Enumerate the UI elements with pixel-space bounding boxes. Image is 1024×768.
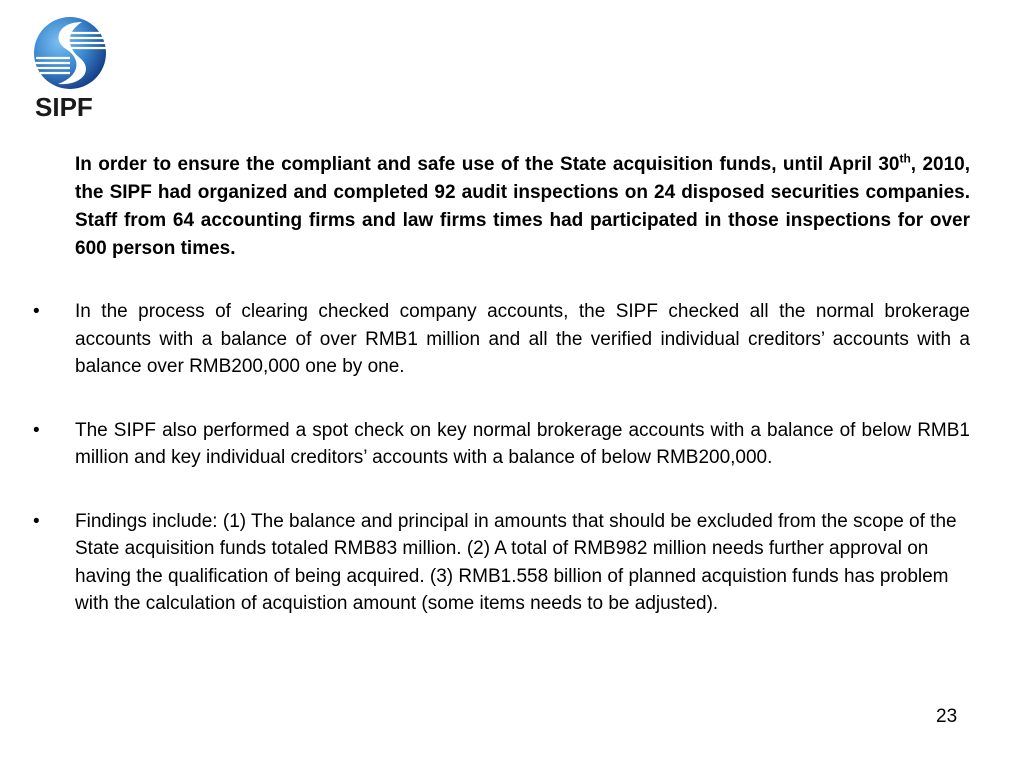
- logo-text: SIPF: [35, 92, 93, 122]
- bullet-icon: •: [33, 510, 40, 532]
- sipf-logo: [30, 16, 112, 120]
- intro-text-part1: In order to ensure the compliant and safe use of the State acquisition funds, until April 30: [75, 154, 900, 175]
- bullet-list: [0, 298, 1024, 654]
- globe-icon: [30, 16, 112, 92]
- intro-paragraph: [75, 151, 970, 263]
- list-item: [0, 298, 970, 381]
- intro-text-part2: , 2010, the SIPF had organized and completed 92 audit inspections on 24 disposed securities companies. Staff from 64 accounting firms and law firms times had participated in those inspections for over 600 person times.: [75, 154, 970, 259]
- list-item: [0, 508, 970, 618]
- bullet-text: Findings include: (1) The balance and principal in amounts that should be excluded from the scope of the State acquisition funds totaled RMB83 million. (2) A total of RMB982 million needs further approval on having the qualification of being acquired. (3) RMB1.558 billion of planned acquistion funds has problem with the calculation of acquistion amount (some items needs to be adjusted).: [75, 510, 957, 614]
- bullet-icon: •: [33, 419, 40, 441]
- bullet-icon: •: [33, 301, 40, 322]
- list-item: [0, 417, 970, 472]
- intro-superscript: th: [899, 151, 911, 166]
- bullet-text: In the process of clearing checked company accounts, the SIPF checked all the normal brokerage accounts with a balance of over RMB1 million and all the verified individual creditors’ accounts with a balance over RMB200,000 one by one.: [75, 301, 970, 377]
- bullet-text: The SIPF also performed a spot check on key normal brokerage accounts with a balance of below RMB1 million and key individual creditors’ accounts with a balance of below RMB200,000.: [75, 419, 970, 468]
- page-number: 23: [936, 706, 958, 727]
